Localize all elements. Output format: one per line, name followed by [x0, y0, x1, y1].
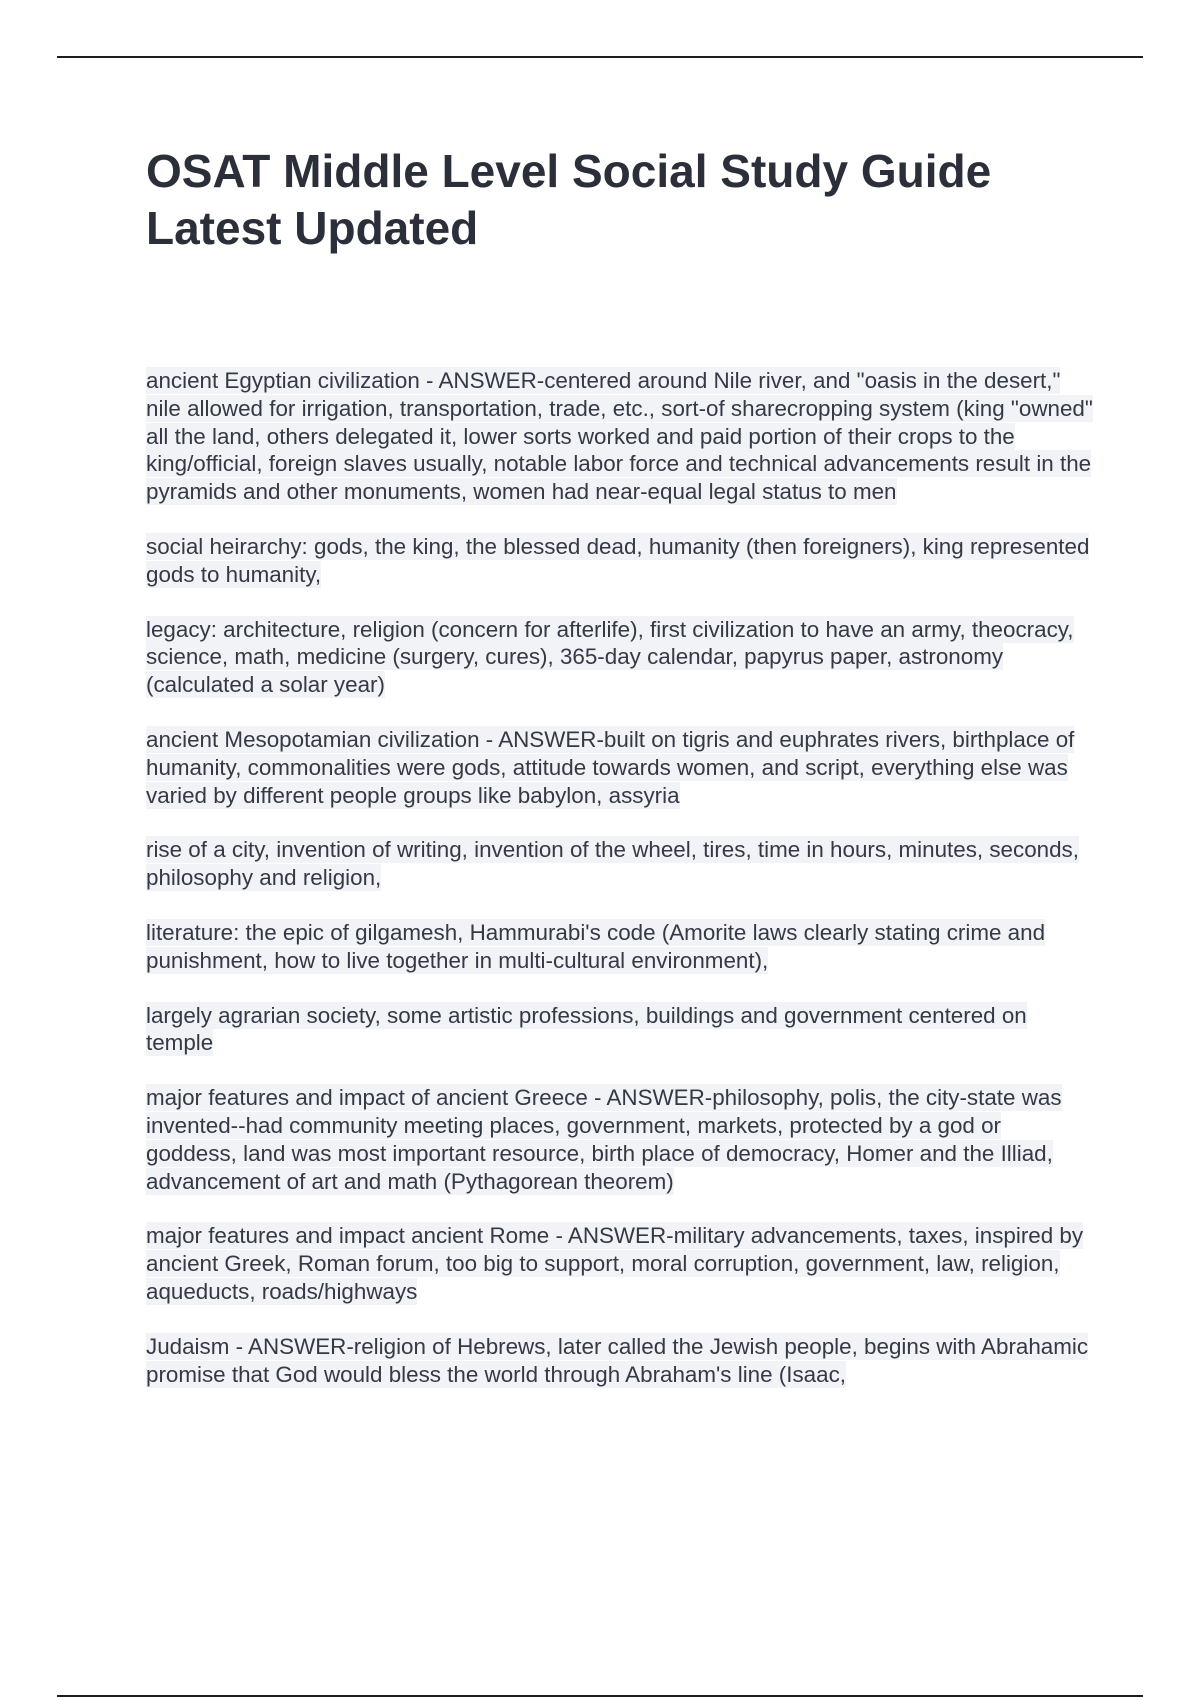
paragraph-text: major features and impact ancient Rome - ANSWER-military advancements, taxes, inspired by ancient Greek, Roman forum, too big to support, moral corruption, government, law, religion, aqueducts, roads/highways	[146, 1223, 1084, 1304]
paragraph-text: rise of a city, invention of writing, invention of the wheel, tires, time in hours, minutes, seconds, philosophy and religion,	[146, 837, 1079, 891]
paragraph-mesopotamia-society	[146, 1002, 1096, 1058]
paragraph-egypt	[146, 367, 1096, 506]
paragraph-mesopotamia	[146, 726, 1096, 809]
paragraph-greece	[146, 1084, 1096, 1195]
paragraph-judaism	[146, 1333, 1096, 1389]
paragraph-text: Judaism - ANSWER-religion of Hebrews, later called the Jewish people, begins with Abrahamic promise that God would bless the world through Abraham's line (Isaac,	[146, 1333, 1089, 1387]
paragraph-text: largely agrarian society, some artistic professions, buildings and government centered on temple	[146, 1002, 1027, 1056]
top-rule	[57, 56, 1143, 58]
paragraph-text: literature: the epic of gilgamesh, Hammurabi's code (Amorite laws clearly stating crime and punishment, how to live together in multi-cultural environment),	[146, 919, 1046, 973]
paragraph-text: major features and impact of ancient Greece - ANSWER-philosophy, polis, the city-state was invented--had community meeting places, government, markets, protected by a god or goddess, land was most important resource, birth place of democracy, Homer and the Illiad, advancement of art and math (Pythagorean theorem)	[146, 1085, 1062, 1194]
paragraph-rome	[146, 1222, 1096, 1305]
paragraph-egypt-legacy	[146, 616, 1096, 699]
bottom-rule	[57, 1695, 1143, 1697]
paragraph-text: legacy: architecture, religion (concern for afterlife), first civilization to have an army, theocracy, science, math, medicine (surgery, cures), 365-day calendar, papyrus paper, astronomy (calculated a solar year)	[146, 616, 1074, 698]
paragraph-text: ancient Mesopotamian civilization - ANSWER-built on tigris and euphrates rivers, birthplace of humanity, commonalities were gods, attitude towards women, and script, everything else was varied by different people groups like babylon, assyria	[146, 726, 1075, 808]
paragraph-mesopotamia-literature	[146, 919, 1096, 975]
page-title: OSAT Middle Level Social Study Guide Latest Updated	[146, 145, 992, 254]
paragraph-text: social heirarchy: gods, the king, the blessed dead, humanity (then foreigners), king represented gods to humanity,	[146, 533, 1090, 587]
paragraph-mesopotamia-inventions	[146, 836, 1096, 892]
paragraph-text: ancient Egyptian civilization - ANSWER-centered around Nile river, and "oasis in the desert," nile allowed for irrigation, transportation, trade, etc., sort-of sharecropping system (king "owned" all the land, others delegated it, lower sorts worked and paid portion of their crops to the king/official, foreign slaves usually, notable labor force and technical advancements result in the pyramids and other monuments, women had near-equal legal status to men	[146, 368, 1093, 505]
paragraph-egypt-hierarchy	[146, 533, 1096, 589]
document-body	[146, 367, 1096, 1415]
